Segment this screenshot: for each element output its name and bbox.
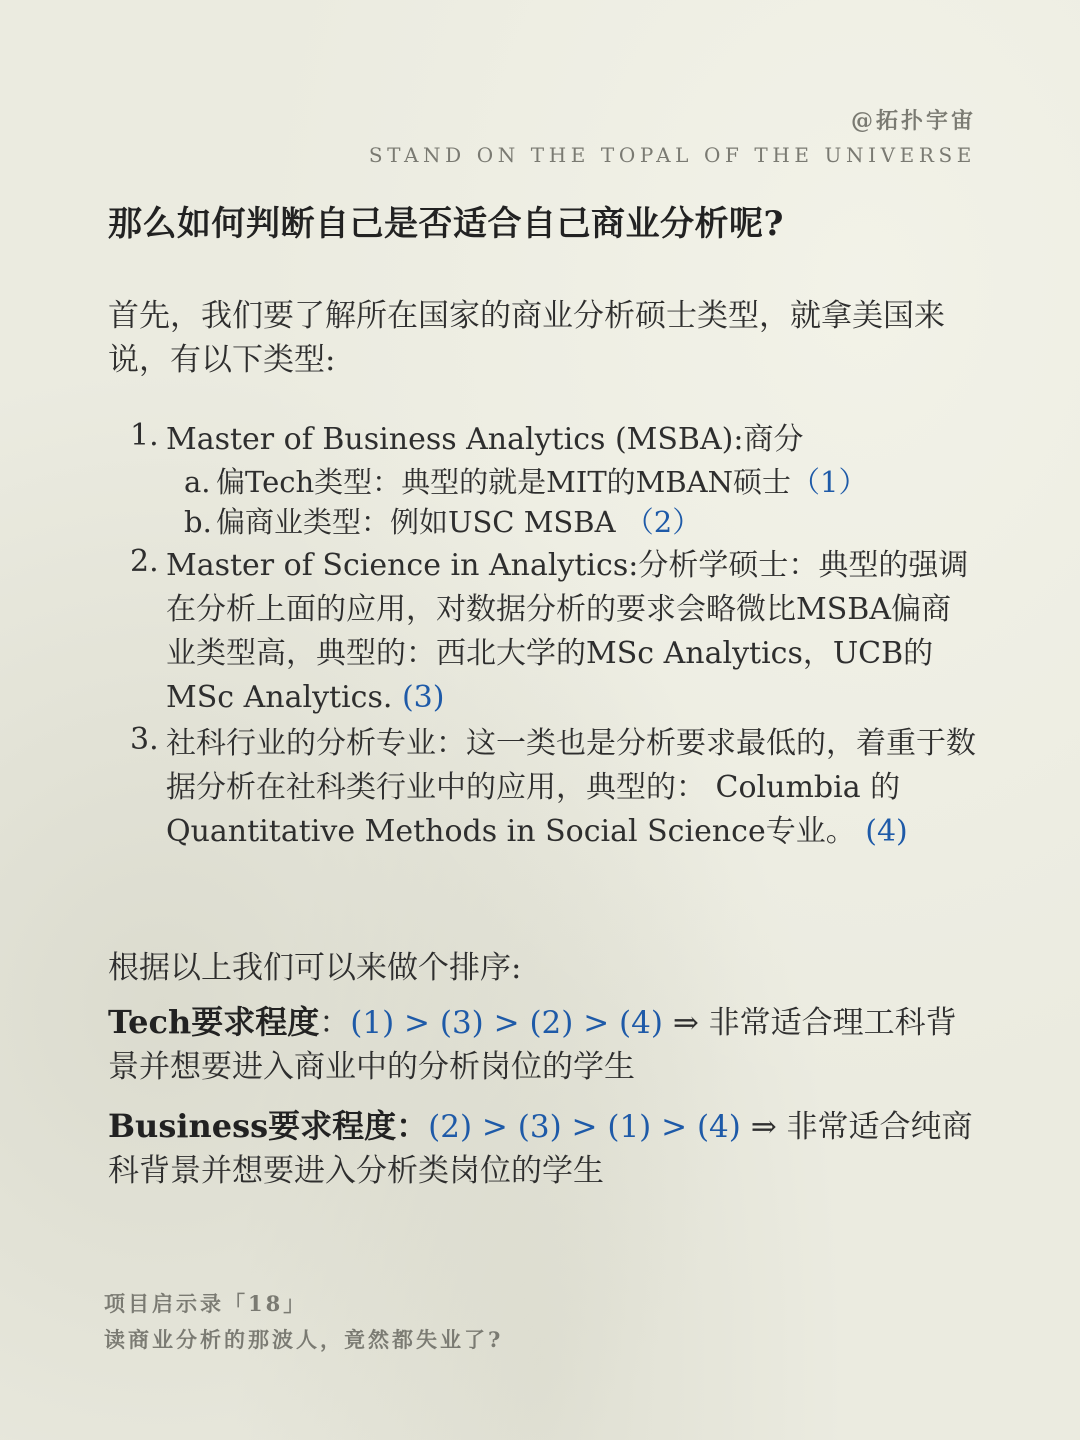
summary-intro: 根据以上我们可以来做个排序: — [108, 950, 522, 986]
list-number: 2. — [130, 544, 159, 579]
list-number: 3. — [130, 722, 159, 757]
reference-number: (4) — [865, 814, 908, 849]
list-item-text: Master of Business Analytics (MSBA):商分 — [166, 422, 804, 457]
sub-mark: a. — [184, 465, 211, 499]
ranking-conclusion: ⇒ 非常适合纯商科背景并想要进入分析类岗位的学生 — [108, 1109, 973, 1189]
list-item-1 — [130, 418, 978, 542]
sub-mark: b. — [184, 505, 212, 539]
ranking-label: Business要求程度： — [108, 1107, 429, 1145]
reference-number: （2） — [624, 505, 702, 539]
sub-item-text: 偏Tech类型：典型的就是MIT的MBAN硕士 — [216, 465, 791, 499]
ranking-label: Tech要求程度 — [108, 1003, 320, 1041]
page-title: 那么如何判断自己是否适合自己商业分析呢? — [108, 204, 784, 244]
list-number: 1. — [130, 418, 159, 453]
ranking-separator: ： — [319, 1005, 351, 1041]
ranking-conclusion: ⇒ 非常适合理工科背景并想要进入商业中的分析岗位的学生 — [108, 1005, 957, 1085]
tech-ranking — [108, 1000, 978, 1089]
list-item-2 — [130, 544, 978, 720]
brand-tagline: STAND ON THE TOPAL OF THE UNIVERSE — [368, 143, 976, 167]
ranking-order: (1) > (3) > (2) > (4) — [350, 1005, 663, 1041]
brand-block — [369, 104, 976, 167]
intro-paragraph: 首先，我们要了解所在国家的商业分析硕士类型，就拿美国来说，有以下类型: — [108, 298, 945, 378]
program-type-list — [130, 418, 978, 856]
list-item-3 — [130, 722, 978, 854]
list-item-text: Master of Science in Analytics:分析学硕士：典型的强调在分析上面的应用，对数据分析的要求会略微比MSBA偏商业类型高，典型的：西北大学的MSc Analytics，UCB的MSc Analytics. — [166, 548, 969, 715]
sub-item-b — [184, 502, 978, 542]
footer-title: 读商业分析的那波人，竟然都失业了? — [104, 1327, 504, 1352]
brand-handle: @拓扑宇宙 — [850, 108, 976, 134]
footer — [104, 1286, 503, 1358]
ranking-order: (2) > (3) > (1) > (4) — [428, 1109, 741, 1145]
reference-number: （1） — [791, 465, 868, 499]
footer-series: 项目启示录「18」 — [104, 1291, 308, 1316]
sub-item-a — [184, 462, 978, 502]
business-ranking — [108, 1104, 978, 1193]
sub-item-text: 偏商业类型：例如USC MSBA — [216, 505, 616, 539]
reference-number: (3) — [401, 680, 445, 715]
list-item-text: 社科行业的分析专业：这一类也是分析要求最低的，着重于数据分析在社科类行业中的应用，典型的： Columbia 的 Quantitative Methods in Social Science专业。 — [166, 726, 976, 849]
